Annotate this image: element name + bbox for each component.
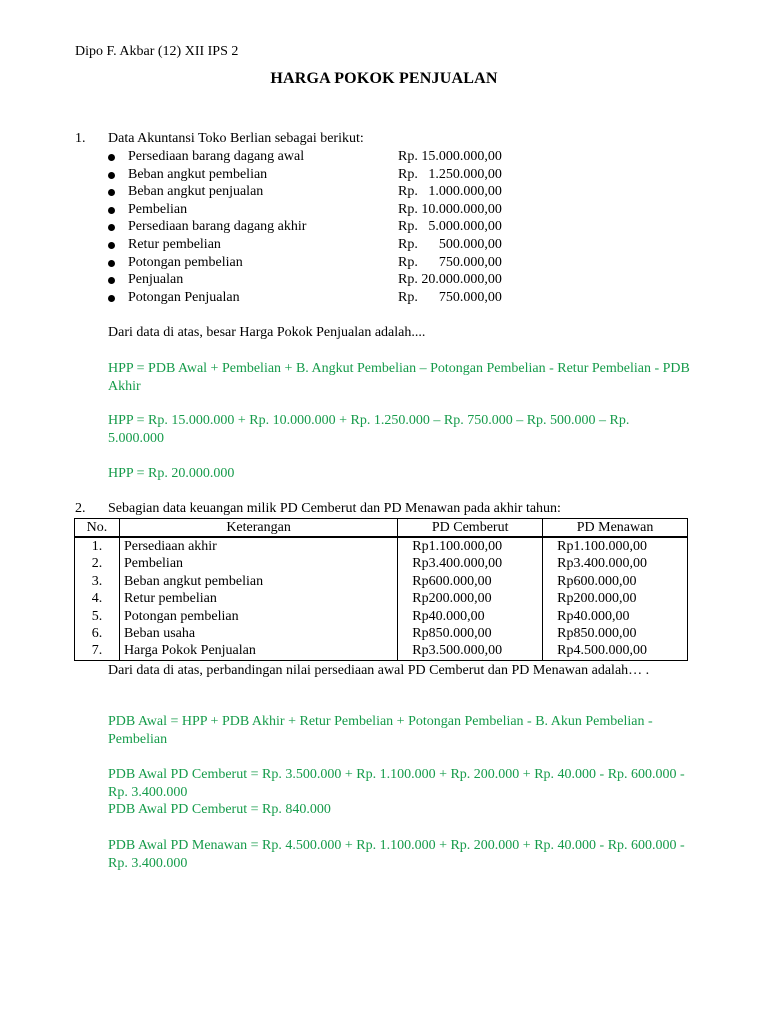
- table-cell: Rp200.000,00: [398, 591, 543, 608]
- table-cell: Potongan pembelian: [119, 608, 397, 625]
- table-cell: Rp850.000,00: [398, 625, 543, 642]
- list-item: [108, 183, 528, 201]
- question-1-formula: HPP = PDB Awal + Pembelian + B. Angkut Pembelian – Potongan Pembelian - Retur Pembelian - PDB Akhir: [108, 361, 690, 394]
- table-cell: Rp40.000,00: [398, 608, 543, 625]
- question-1-list: [108, 148, 528, 306]
- table-cell: Retur pembelian: [119, 591, 397, 608]
- item-amount: Rp. 1.000.000,00: [398, 184, 502, 200]
- table-cell: Rp200.000,00: [543, 591, 688, 608]
- table-cell: Harga Pokok Penjualan: [119, 643, 397, 661]
- bullet-icon: [108, 207, 115, 214]
- table-cell: Rp600.000,00: [543, 573, 688, 590]
- list-item: [108, 166, 528, 184]
- question-2-intro: Sebagian data keuangan milik PD Cemberut dan PD Menawan pada akhir tahun:: [108, 501, 561, 516]
- question-1-number: 1.: [75, 131, 86, 146]
- bullet-icon: [108, 242, 115, 249]
- table-row: [75, 573, 688, 590]
- item-label: Pembelian: [128, 201, 188, 217]
- table-cell: 6.: [75, 625, 120, 642]
- table-cell: Rp3.500.000,00: [398, 643, 543, 661]
- column-header: No.: [75, 519, 120, 538]
- table-row: [75, 608, 688, 625]
- bullet-icon: [108, 277, 115, 284]
- table-cell: Beban usaha: [119, 625, 397, 642]
- table-cell: 3.: [75, 573, 120, 590]
- item-label: Persediaan barang dagang akhir: [128, 219, 307, 235]
- list-item: [108, 218, 528, 236]
- list-item: [108, 201, 528, 219]
- question-2-number: 2.: [75, 501, 86, 516]
- table-cell: 2.: [75, 556, 120, 573]
- item-amount: Rp. 750.000,00: [398, 289, 502, 305]
- question-2-menawan-calculation: PDB Awal PD Menawan = Rp. 4.500.000 + Rp. 1.100.000 + Rp. 200.000 + Rp. 40.000 - Rp. 600.000 - Rp. 3.400.000: [108, 838, 685, 871]
- item-label: Beban angkut penjualan: [128, 184, 264, 200]
- question-2-formula: PDB Awal = HPP + PDB Akhir + Retur Pembelian + Potongan Pembelian - B. Akun Pembelian - Pembelian: [108, 714, 653, 747]
- item-amount: Rp. 20.000.000,00: [398, 272, 502, 288]
- list-item: [108, 271, 528, 289]
- table-cell: 4.: [75, 591, 120, 608]
- list-item: [108, 254, 528, 272]
- table-cell: 7.: [75, 643, 120, 661]
- question-1-prompt: Dari data di atas, besar Harga Pokok Penjualan adalah....: [108, 325, 426, 340]
- item-amount: Rp. 5.000.000,00: [398, 219, 502, 235]
- question-2-cemberut-result: PDB Awal PD Cemberut = Rp. 840.000: [108, 802, 331, 817]
- table-cell: Rp3.400.000,00: [543, 556, 688, 573]
- list-item: [108, 148, 528, 166]
- item-label: Penjualan: [128, 272, 184, 288]
- table-cell: Rp1.100.000,00: [398, 537, 543, 555]
- table-row: [75, 625, 688, 642]
- item-label: Retur pembelian: [128, 236, 221, 252]
- table-row: [75, 556, 688, 573]
- bullet-icon: [108, 295, 115, 302]
- data-table: [74, 518, 688, 661]
- author-line: Dipo F. Akbar (12) XII IPS 2: [75, 44, 239, 59]
- table-cell: Beban angkut pembelian: [119, 573, 397, 590]
- table-cell: Rp600.000,00: [398, 573, 543, 590]
- question-1-intro: Data Akuntansi Toko Berlian sebagai berikut:: [108, 131, 364, 146]
- question-1-result: HPP = Rp. 20.000.000: [108, 466, 235, 481]
- bullet-icon: [108, 260, 115, 267]
- item-amount: Rp. 15.000.000,00: [398, 149, 502, 164]
- list-item: [108, 289, 528, 307]
- question-2-cemberut-calculation: PDB Awal PD Cemberut = Rp. 3.500.000 + Rp. 1.100.000 + Rp. 200.000 + Rp. 40.000 - Rp. 600.000 - Rp. 3.400.000: [108, 767, 685, 800]
- table-header-row: [75, 519, 688, 538]
- table-row: [75, 643, 688, 661]
- list-item: [108, 236, 528, 254]
- item-label: Persediaan barang dagang awal: [128, 149, 305, 164]
- table-row: [75, 537, 688, 555]
- table-cell: Rp4.500.000,00: [543, 643, 688, 661]
- table-cell: Rp40.000,00: [543, 608, 688, 625]
- item-amount: Rp. 10.000.000,00: [398, 201, 502, 217]
- item-label: Potongan pembelian: [128, 254, 243, 270]
- table-cell: 1.: [75, 537, 120, 555]
- bullet-icon: [108, 172, 115, 179]
- item-label: Potongan Penjualan: [128, 289, 240, 305]
- table-cell: Rp3.400.000,00: [398, 556, 543, 573]
- question-1-calculation: HPP = Rp. 15.000.000 + Rp. 10.000.000 + Rp. 1.250.000 – Rp. 750.000 – Rp. 500.000 – Rp. 5.000.000: [108, 413, 630, 446]
- item-amount: Rp. 750.000,00: [398, 254, 502, 270]
- column-header: Keterangan: [119, 519, 397, 538]
- table-cell: Rp850.000,00: [543, 625, 688, 642]
- question-2-prompt: Dari data di atas, perbandingan nilai persediaan awal PD Cemberut dan PD Menawan adalah… .: [108, 663, 650, 678]
- item-amount: Rp. 500.000,00: [398, 236, 502, 252]
- table-cell: Rp1.100.000,00: [543, 537, 688, 555]
- bullet-icon: [108, 154, 115, 161]
- table-cell: Pembelian: [119, 556, 397, 573]
- column-header: PD Menawan: [543, 519, 688, 538]
- page-title: HARGA POKOK PENJUALAN: [270, 70, 498, 87]
- item-amount: Rp. 1.250.000,00: [398, 166, 502, 182]
- item-label: Beban angkut pembelian: [128, 166, 268, 182]
- table-row: [75, 591, 688, 608]
- table-cell: 5.: [75, 608, 120, 625]
- bullet-icon: [108, 224, 115, 231]
- bullet-icon: [108, 189, 115, 196]
- column-header: PD Cemberut: [398, 519, 543, 538]
- table-cell: Persediaan akhir: [119, 537, 397, 555]
